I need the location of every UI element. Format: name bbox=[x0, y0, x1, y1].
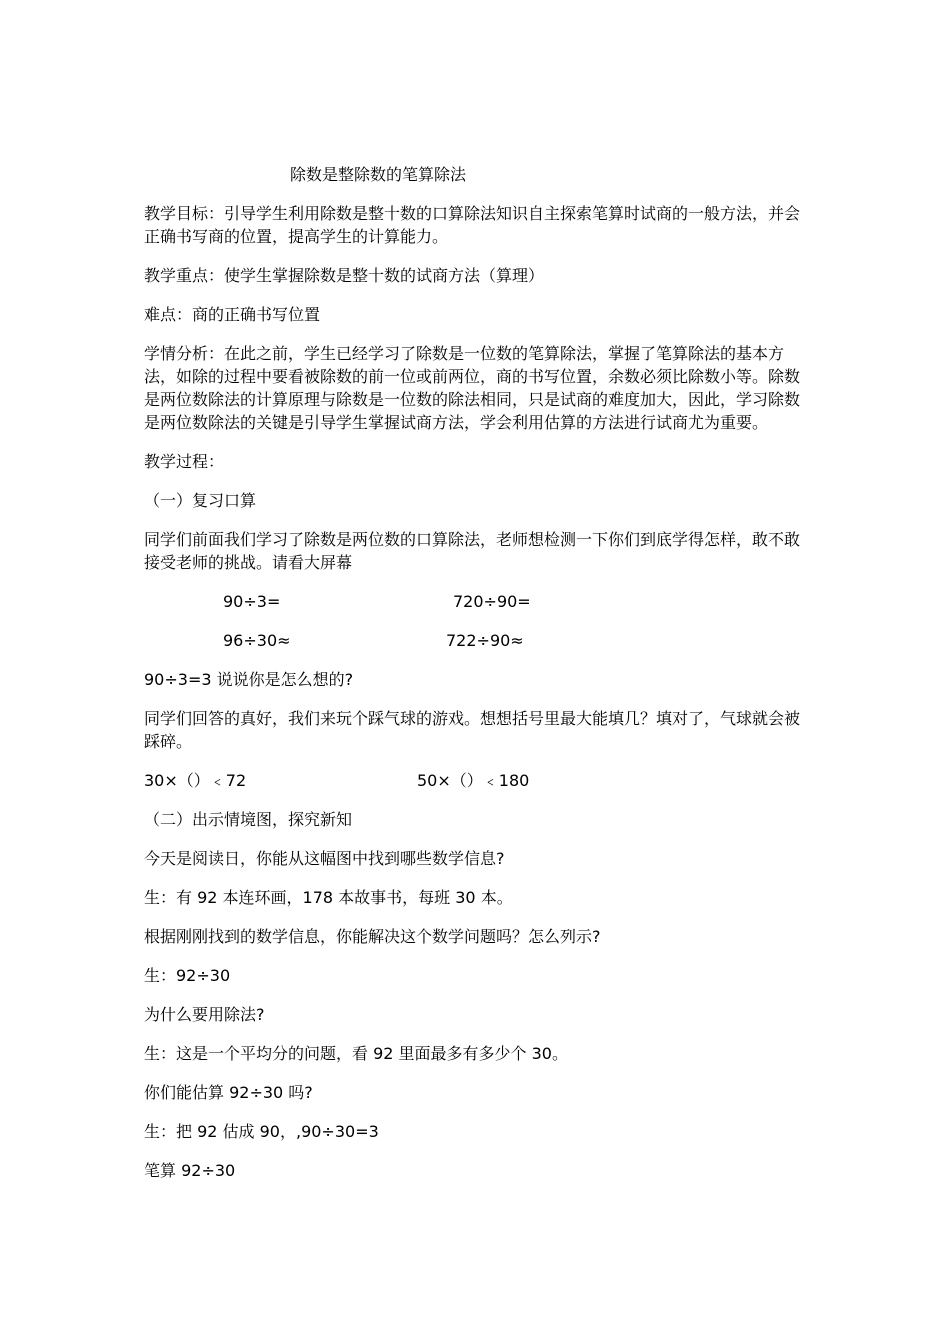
exercise-item: 720÷90= bbox=[453, 592, 531, 611]
think-question-paragraph: 90÷3=3 说说你是怎么想的? bbox=[144, 670, 354, 689]
review-intro-paragraph: 同学们前面我们学习了除数是两位数的口算除法，老师想检测一下你们到底学得怎样，敢不敢接受老师的挑战。请看大屏幕 bbox=[144, 530, 801, 572]
section-heading-explore: （二）出示情境图，探究新知 bbox=[144, 810, 353, 829]
reading-day-paragraph: 今天是阅读日，你能从这幅图中找到哪些数学信息? bbox=[144, 849, 505, 868]
key-point-paragraph: 教学重点：使学生掌握除数是整十数的试商方法（算理） bbox=[144, 266, 545, 285]
game-intro-paragraph: 同学们回答的真好，我们来玩个踩气球的游戏。想想括号里最大能填几？填对了，气球就会被踩碎。 bbox=[144, 709, 801, 751]
can-estimate-paragraph: 你们能估算 92÷30 吗? bbox=[144, 1083, 313, 1102]
why-division-paragraph: 为什么要用除法? bbox=[144, 1005, 265, 1024]
student-answer: 生：有 92 本连环画，178 本故事书，每班 30 本。 bbox=[144, 888, 513, 907]
student-answer: 生：92÷30 bbox=[144, 966, 231, 985]
document-body bbox=[144, 202, 806, 1198]
teaching-goal-paragraph: 教学目标：引导学生利用除数是整十数的口算除法知识自主探索笔算时试商的一般方法，并会正确书写商的位置，提高学生的计算能力。 bbox=[144, 204, 801, 246]
document-title: 除数是整除数的笔算除法 bbox=[290, 165, 467, 184]
exercise-row-2 bbox=[144, 629, 806, 652]
process-heading: 教学过程： bbox=[144, 452, 225, 471]
exercise-row-3 bbox=[144, 769, 806, 792]
exercise-item: 90÷3= bbox=[223, 592, 281, 611]
how-to-solve-paragraph: 根据刚刚找到的数学信息，你能解决这个数学问题吗？怎么列示? bbox=[144, 927, 601, 946]
student-answer: 生：这是一个平均分的问题，看 92 里面最多有多少个 30。 bbox=[144, 1044, 568, 1063]
exercise-row-1 bbox=[144, 590, 806, 613]
exercise-item: 50×（）﹤180 bbox=[417, 771, 530, 790]
exercise-item: 722÷90≈ bbox=[446, 631, 524, 650]
difficulty-paragraph: 难点：商的正确书写位置 bbox=[144, 305, 321, 324]
analysis-paragraph: 学情分析：在此之前，学生已经学习了除数是一位数的笔算除法，掌握了笔算除法的基本方法，如除的过程中要看被除数的前一位或前两位，商的书写位置，余数必须比除数小等。除数是两位数除法的计算原理与除数是一位数的除法相同，只是试商的难度加大，因此，学习除数是两位数除法的关键是引导学生掌握试商方法，学会利用估算的方法进行试商尤为重要。 bbox=[144, 344, 801, 432]
section-heading-review: （一）复习口算 bbox=[144, 491, 257, 510]
exercise-item: 30×（）﹤72 bbox=[144, 771, 247, 790]
written-calc-paragraph: 笔算 92÷30 bbox=[144, 1161, 236, 1180]
student-answer: 生：把 92 估成 90，,90÷30=3 bbox=[144, 1122, 379, 1141]
exercise-item: 96÷30≈ bbox=[223, 631, 291, 650]
